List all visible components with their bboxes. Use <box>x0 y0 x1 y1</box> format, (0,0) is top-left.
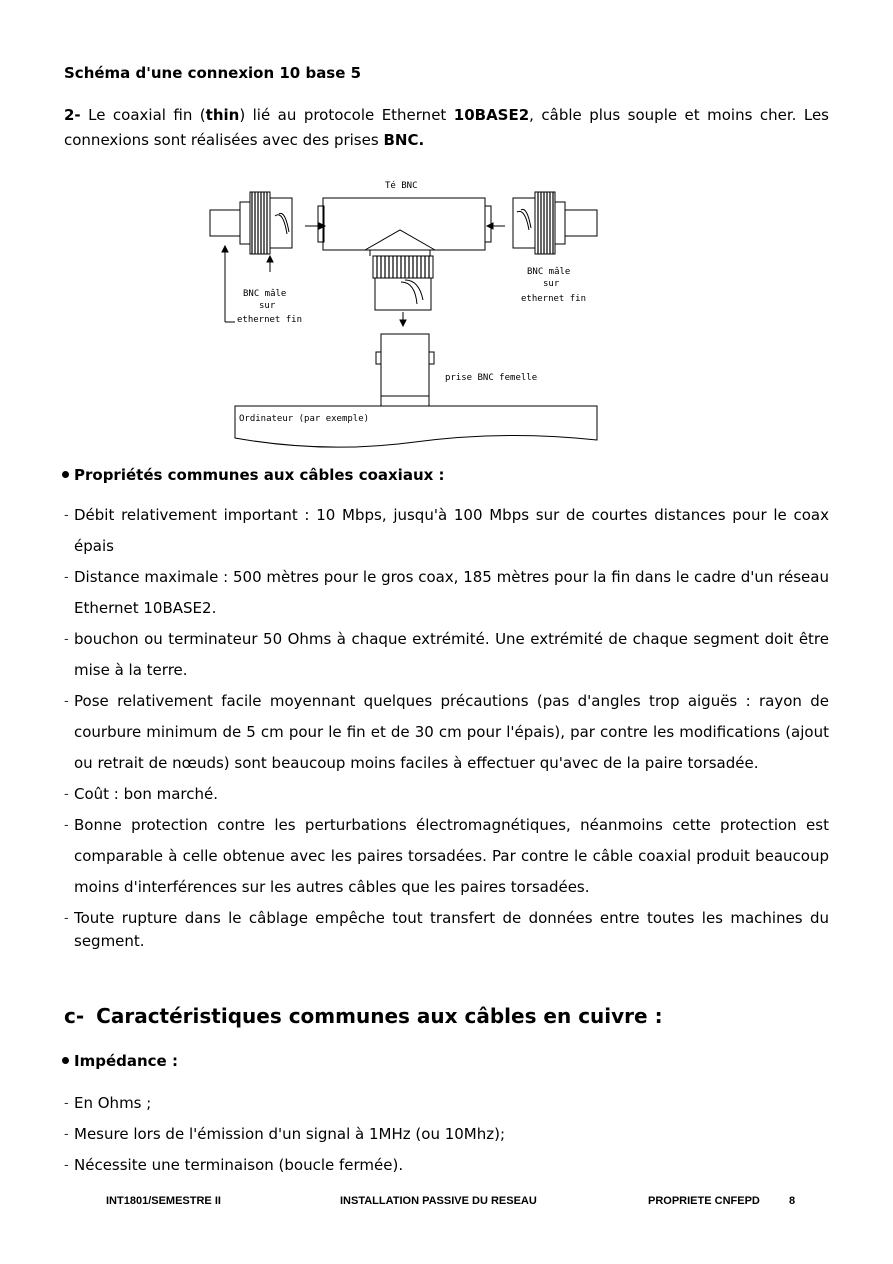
footer-right: PROPRIETE CNFEPD <box>648 1195 760 1207</box>
label-bnc-male-right-1: BNC mâle <box>527 267 571 277</box>
footer-left: INT1801/SEMESTRE II <box>106 1195 221 1207</box>
intro-protocol: 10BASE2 <box>453 106 530 124</box>
label-bnc-male-left-2: sur <box>259 301 276 311</box>
bullet-dot-icon <box>62 1057 69 1064</box>
list-item: - Coût : bon marché. <box>64 779 829 810</box>
intro-text-3: , câble plus souple et moins cher. Les connexions sont réalisées avec des prises <box>64 106 829 149</box>
props-list <box>64 500 829 953</box>
list-item: - Nécessite une terminaison (boucle fermée). <box>64 1150 829 1181</box>
label-bnc-male-left-3: ethernet fin <box>237 315 303 325</box>
label-bnc-male-right-3: ethernet fin <box>521 294 587 304</box>
intro-bnc: BNC. <box>383 131 425 149</box>
impedance-heading-text: Impédance : <box>74 1052 178 1070</box>
footer-center: INSTALLATION PASSIVE DU RESEAU <box>340 1195 537 1207</box>
section-number: c- <box>64 1004 85 1028</box>
label-te-bnc: Té BNC <box>385 181 418 191</box>
bullet-dot-icon <box>62 471 69 478</box>
list-item: - bouchon ou terminateur 50 Ohms à chaque extrémité. Une extrémité de chaque segment doit être mise à la terre. <box>64 624 829 686</box>
label-ordinateur: Ordinateur (par exemple) <box>239 414 370 424</box>
impedance-list <box>64 1088 829 1181</box>
page-number: 8 <box>789 1195 796 1207</box>
list-item: - Mesure lors de l'émission d'un signal à 1MHz (ou 10Mhz); <box>64 1119 829 1150</box>
list-item: - Pose relativement facile moyennant quelques précautions (pas d'angles trop aiguës : rayon de courbure minimum de 5 cm pour le fin et de 30 cm pour l'épais), par contre les modifications (ajout ou retrait de nœuds) sont beaucoup moins faciles à effectuer qu'avec de la paire torsadée. <box>64 686 829 779</box>
intro-number: 2- <box>64 106 81 124</box>
list-item: - Bonne protection contre les perturbations électromagnétiques, néanmoins cette protection est comparable à celle obtenue avec les paires torsadées. Par contre le câble coaxial produit beaucoup moins d'interférences sur les autres câbles que les paires torsadées. <box>64 810 829 903</box>
section-title: Caractéristiques communes aux câbles en cuivre : <box>96 1004 663 1028</box>
props-heading <box>62 466 445 484</box>
props-heading-text: Propriétés communes aux câbles coaxiaux : <box>74 466 445 484</box>
label-bnc-male-right-2: sur <box>543 279 560 289</box>
bnc-connection-diagram <box>205 172 605 452</box>
intro-paragraph <box>64 103 829 153</box>
intro-text-2: ) lié au protocole Ethernet <box>239 106 454 124</box>
intro-thin: thin <box>205 106 240 124</box>
label-bnc-male-left-1: BNC mâle <box>243 289 287 299</box>
list-item: - Toute rupture dans le câblage empêche tout transfert de données entre toutes les machines du segment. <box>64 907 829 953</box>
section-heading <box>64 1004 663 1028</box>
label-prise-bnc-femelle: prise BNC femelle <box>445 373 538 383</box>
list-item: - En Ohms ; <box>64 1088 829 1119</box>
list-item: - Distance maximale : 500 mètres pour le gros coax, 185 mètres pour la fin dans le cadre d'un réseau Ethernet 10BASE2. <box>64 562 829 624</box>
intro-text-1: Le coaxial fin ( <box>80 106 206 124</box>
impedance-heading <box>62 1052 178 1070</box>
subheading-schema: Schéma d'une connexion 10 base 5 <box>64 64 362 82</box>
list-item: - Débit relativement important : 10 Mbps, jusqu'à 100 Mbps sur de courtes distances pour le coax épais <box>64 500 829 562</box>
